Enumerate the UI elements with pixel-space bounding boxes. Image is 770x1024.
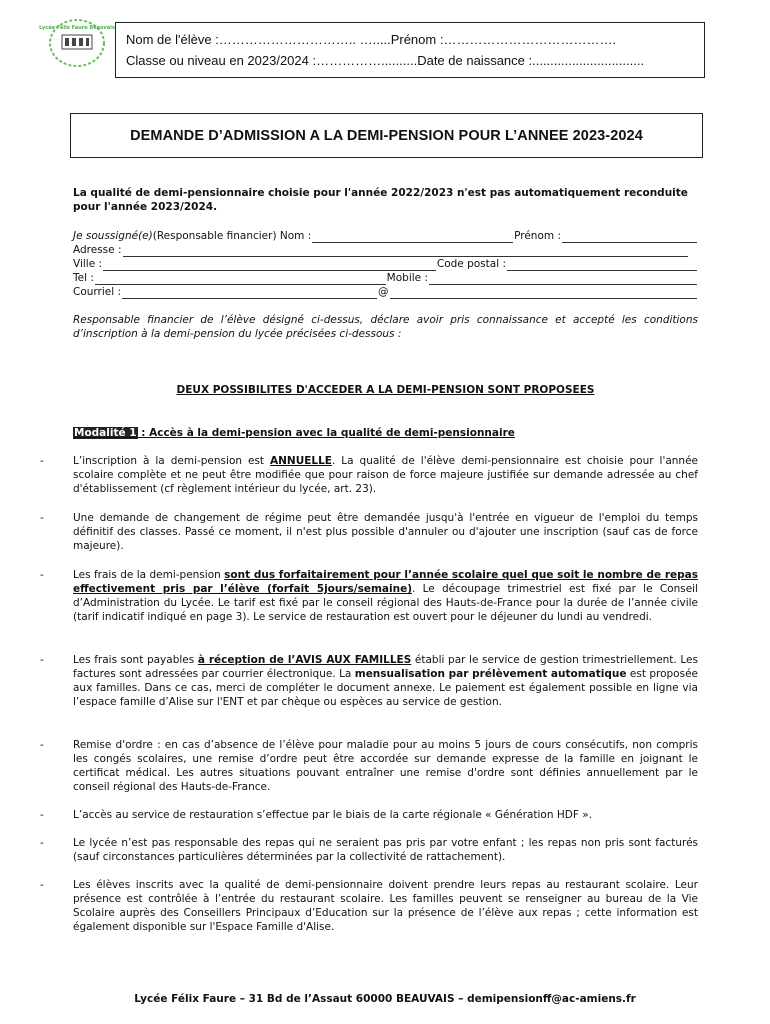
list-item-text: . Le découpage trimestriel est fixé par le Conseil d’Administration du Lycée. Le tarif est fixé par le conseil régional des Hauts-de-France pour la durée de l’année civile (tarif indicatif indiqué en page 3). Le service de restauration est ouvert pour le déjeuner du lundi au vendredi. xyxy=(73,583,698,623)
bullet-mark: - xyxy=(40,809,44,821)
list-item: Le lycée n’est pas responsable des repas qui ne seraient pas pris par votre enfant ; les repas non pris sont facturés (sauf circonstances particulières déterminées par la collectivité de rattachement). xyxy=(73,837,698,863)
at-sign: @ xyxy=(378,286,389,298)
nom-field[interactable] xyxy=(312,232,513,243)
mobile-field[interactable] xyxy=(429,274,697,285)
tel-label: Tel : xyxy=(73,272,94,284)
bullet-mark: - xyxy=(40,512,44,524)
student-info-box xyxy=(115,22,705,78)
notice-text: La qualité de demi-pensionnaire choisie pour l'année 2022/2023 n'est pas automatiquement reconduite pour l'année 2023/2024. xyxy=(73,187,688,213)
courriel-user-field[interactable] xyxy=(122,288,377,299)
courriel-label: Courriel : xyxy=(73,286,122,298)
form-row-ville xyxy=(73,257,698,271)
page-footer: Lycée Félix Faure – 31 Bd de l’Assaut 60000 BEAUVAIS – demipensionff@ac-amiens.fr xyxy=(134,993,636,1005)
adresse-field[interactable] xyxy=(123,246,689,257)
list-item: Une demande de changement de régime peut être demandée jusqu'à l'entrée en vigueur de l'emploi du temps définitif des classes. Passé ce moment, il n'est plus possible d'annuler ou d'ajouter une inscription (sauf cas de force majeure). xyxy=(73,512,698,552)
school-logo xyxy=(39,18,115,68)
code-postal-label: Code postal : xyxy=(436,258,506,270)
list-item-emphasis: à réception de l’AVIS AUX FAMILLES xyxy=(197,654,412,666)
bullet-mark: - xyxy=(40,739,44,751)
form-row-courriel xyxy=(73,285,698,299)
bullet-mark: - xyxy=(40,654,44,666)
list-item-text: Les frais sont payables xyxy=(73,654,198,666)
list-item: Les élèves inscrits avec la qualité de demi-pensionnaire doivent prendre leurs repas au restaurant scolaire. Leur présence est contrôlée à l’entrée du restaurant scolaire. Les familles peuvent se renseigner au bureau de la Vie Scolaire auprès des Conseillers Principaux d’Education sur la présence de l’élève aux repas ; cette information est également disponible sur l'Espace Famille d'Alise. xyxy=(73,879,698,933)
prenom-field[interactable] xyxy=(562,232,697,243)
list-item-text: . La qualité de l'élève demi-pensionnaire est choisie pour l'année scolaire complète et ne peut être modifiée que pour raison de force majeure justifiée sur demande adressée au chef d'établissement (cf règlement intérieur du lycée, art. 23). xyxy=(73,455,698,495)
list-item-emphasis: ANNUELLE xyxy=(270,455,332,467)
bullet-mark: - xyxy=(40,455,44,467)
code-postal-field[interactable] xyxy=(507,260,697,271)
tel-field[interactable] xyxy=(95,274,386,285)
signer-label: (Responsable financier) Nom : xyxy=(152,230,312,242)
student-name-line[interactable]: Nom de l'élève :………………………….. ….....Prénom :…………………………………. xyxy=(126,32,617,47)
modalite-heading xyxy=(73,427,515,439)
document-title: DEMANDE D’ADMISSION A LA DEMI-PENSION POUR L’ANNEE 2023-2024 xyxy=(70,113,703,158)
list-item: Remise d'ordre : en cas d’absence de l’élève pour maladie pour au moins 5 jours de cours consécutifs, non compris les congés scolaires, une remise d’ordre peut être accordée sur demande expresse de la famille en joignant le certificat médical. Les autres situations pouvant entraîner une remise d'ordre sont définies annuellement par le conseil régional des Hauts-de-France. xyxy=(73,739,698,793)
bullet-mark: - xyxy=(40,837,44,849)
bullet-mark: - xyxy=(40,879,44,891)
form-row-tel xyxy=(73,271,698,285)
list-item xyxy=(73,653,698,709)
list-item-emphasis: sont dus forfaitairement pour l’année scolaire quel que soit le nombre de repas effectivement pris par l’élève (forfait 5jours/semaine) xyxy=(73,569,699,595)
modalite-text: : Accès à la demi-pension avec la qualité de demi-pensionnaire xyxy=(137,427,515,439)
list-item-text: Les frais de la demi-pension xyxy=(73,569,225,581)
list-item-text: est proposée aux familles. Dans ce cas, merci de compléter le document annexe. Le paiement est également possible en ligne via l’espace famille d’Alise sur l'ENT et par chèque ou espèces au service de gestion. xyxy=(73,668,698,708)
list-item-text: établi par le service de gestion trimestriellement. Les factures sont adressées par courrier électronique. La xyxy=(73,654,698,680)
modalite-tag: Modalité 1 xyxy=(74,427,137,439)
declaration-text: Responsable financier de l’élève désigné ci-dessus, déclare avoir pris connaissance et accepté les conditions d’inscription à la demi-pension du lycée précisées ci-dessous : xyxy=(73,314,698,340)
list-item xyxy=(73,568,698,624)
form-row-name xyxy=(73,229,698,243)
courriel-domain-field[interactable] xyxy=(390,288,697,299)
list-item xyxy=(73,454,698,496)
logo-text: Lycée Félix Faure Beauvais xyxy=(39,25,115,31)
signer-prefix: Je soussigné(e) xyxy=(73,230,153,242)
ville-label: Ville : xyxy=(73,258,103,270)
section-title: DEUX POSSIBILITES D'ACCEDER A LA DEMI-PENSION SONT PROPOSEES xyxy=(176,384,595,396)
adresse-label: Adresse : xyxy=(73,244,122,256)
mobile-label: Mobile : xyxy=(386,272,428,284)
list-item-text: L’inscription à la demi-pension est xyxy=(73,455,271,467)
ville-field[interactable] xyxy=(103,260,436,271)
form-row-adresse xyxy=(73,243,698,257)
student-class-line[interactable]: Classe ou niveau en 2023/2024 :……………..........Date de naissance :............................... xyxy=(126,53,645,68)
prenom-label: Prénom : xyxy=(514,230,561,242)
list-item-strong: mensualisation par prélèvement automatique xyxy=(354,668,627,680)
list-item: L’accès au service de restauration s’effectue par le biais de la carte régionale « Génération HDF ». xyxy=(73,809,592,821)
bullet-mark: - xyxy=(40,569,44,581)
